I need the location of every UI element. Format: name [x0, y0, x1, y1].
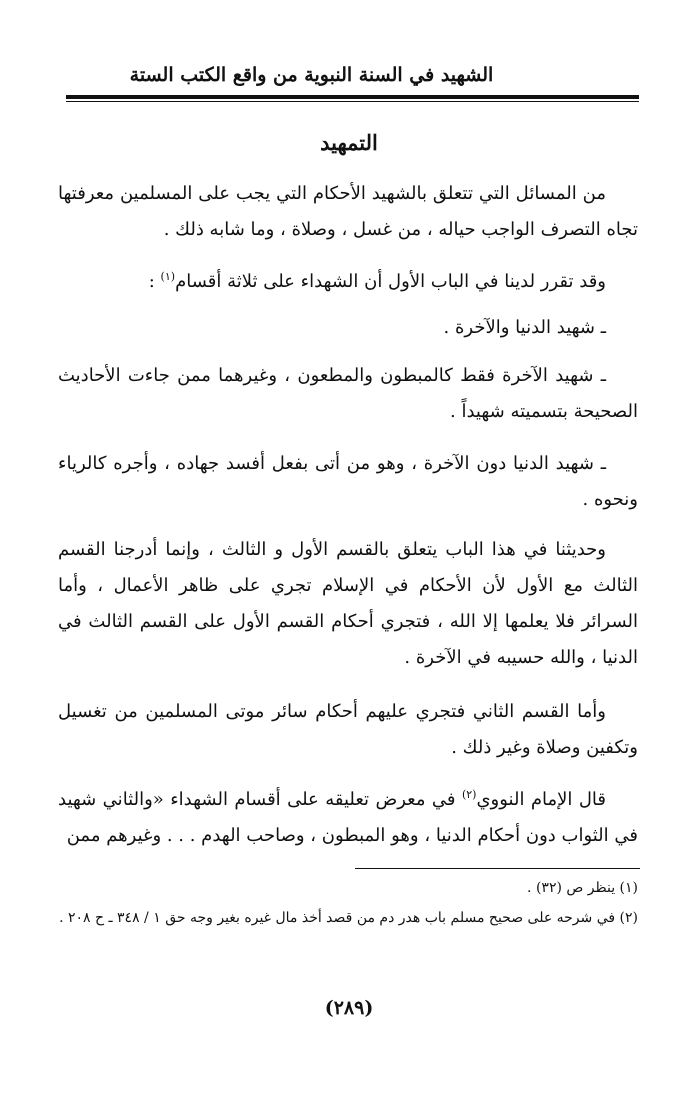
section-heading: التمهيد [320, 130, 378, 155]
paragraph-5 [58, 446, 638, 518]
paragraph-1-text: من المسائل التي تتعلق بالشهيد الأحكام التي يجب على المسلمين معرفتها تجاه التصرف الواجب حياله ، من غسل ، وصلاة ، وما شابه ذلك . [58, 183, 638, 240]
paragraph-8-tail: في معرض تعليقه على أقسام الشهداء «والثاني شهيد في الثواب دون أحكام الدنيا ، وهو المبطون ، وصاحب الهدم . . . وغيرهم ممن [58, 789, 638, 846]
paragraph-2 [58, 264, 638, 300]
paragraph-7 [58, 694, 638, 766]
footnote-1: (١) ينظر ص (٣٢) . [527, 880, 638, 896]
paragraph-6 [58, 532, 638, 676]
footnote-ref-1[interactable]: (١) [160, 270, 176, 283]
footnote-ref-2[interactable]: (٢) [461, 788, 477, 801]
paragraph-5-text: ـ شهيد الدنيا دون الآخرة ، وهو من أتى بفعل أفسد جهاده ، وأجره كالرياء ونحوه . [58, 453, 638, 510]
paragraph-8 [58, 782, 638, 854]
running-head: الشهيد في السنة النبوية من واقع الكتب الستة [129, 64, 494, 86]
page-number: (٢٨٩) [324, 997, 374, 1019]
footnote-2: (٢) في شرحه على صحيح مسلم باب هدر دم من قصد أخذ مال غيره بغير وجه حق ١ / ٣٤٨ ـ ح ٢٠٨ . [59, 910, 638, 926]
paragraph-3-text: ـ شهيد الدنيا والآخرة . [443, 317, 606, 338]
header-rule-thin [66, 101, 639, 102]
paragraph-8-text: قال الإمام النووي [476, 789, 606, 810]
paragraph-1 [58, 176, 638, 248]
paragraph-4 [58, 358, 638, 430]
paragraph-6-text: وحديثنا في هذا الباب يتعلق بالقسم الأول و الثالث ، وإنما أدرجنا القسم الثالث مع الأول لأن الأحكام في الإسلام تجري على ظاهر الأعمال ، وأما السرائر فلا يعلمها إلا الله ، فتجري أحكام القسم الأول على القسم الثالث في الدنيا ، والله حسيبه في الآخرة . [58, 539, 638, 668]
paragraph-7-text: وأما القسم الثاني فتجري عليهم أحكام سائر موتى المسلمين من تغسيل وتكفين وصلاة وغير ذلك . [58, 701, 638, 758]
paragraph-2-tail: : [148, 271, 161, 292]
paragraph-4-text: ـ شهيد الآخرة فقط كالمبطون والمطعون ، وغيرهما ممن جاءت الأحاديث الصحيحة بتسميته شهيداً . [58, 365, 638, 422]
header-rule-thick [66, 95, 639, 99]
footnote-separator [355, 868, 640, 869]
paragraph-3 [58, 310, 638, 346]
paragraph-2-text: وقد تقرر لدينا في الباب الأول أن الشهداء على ثلاثة أقسام [175, 271, 606, 292]
